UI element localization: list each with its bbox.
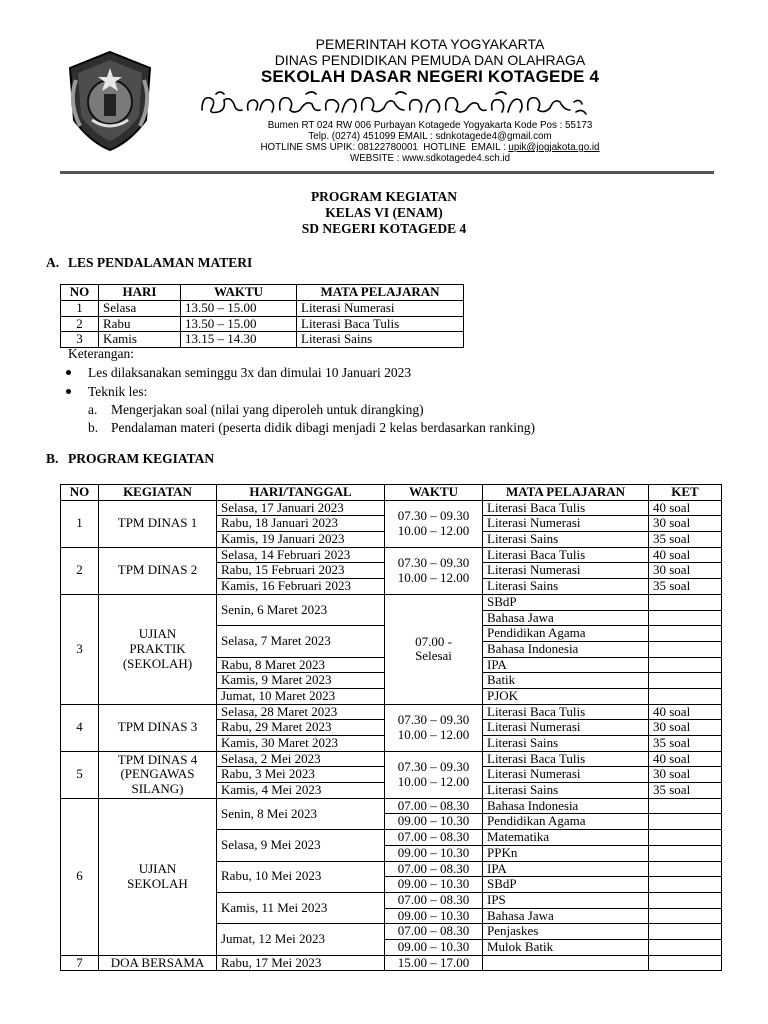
cell-ket <box>649 845 722 861</box>
cell-ket <box>649 641 722 657</box>
cell-kegiatan: TPM DINAS 3 <box>99 704 217 751</box>
cell-mapel: Pendidikan Agama <box>483 814 649 830</box>
section-a-heading <box>46 255 252 271</box>
cell-waktu: 07.00 – 08.30 <box>385 924 483 940</box>
cell-mapel: Bahasa Indonesia <box>483 641 649 657</box>
cell-no: 6 <box>61 798 99 955</box>
header-mata-pelajaran: MATA PELAJARAN <box>483 485 649 501</box>
cell-waktu: 07.30 – 09.30 10.00 – 12.00 <box>385 547 483 594</box>
cell-mapel: Literasi Baca Tulis <box>483 547 649 563</box>
cell-date: Selasa, 9 Mei 2023 <box>217 830 385 861</box>
table-row <box>61 594 722 610</box>
cell-date: Selasa, 17 Januari 2023 <box>217 500 385 516</box>
cell-waktu: 09.00 – 10.30 <box>385 908 483 924</box>
cell-waktu: 07.30 – 09.30 10.00 – 12.00 <box>385 500 483 547</box>
table-header-row <box>61 285 464 301</box>
cell-kegiatan: UJIAN SEKOLAH <box>99 798 217 955</box>
cell-mapel: Literasi Sains <box>483 532 649 548</box>
school-address: Bumen RT 024 RW 006 Purbayan Kotagede Yogyakarta Kode Pos : 55173 <box>267 120 593 131</box>
notes-label: Keterangan: <box>68 346 134 361</box>
letterhead <box>0 0 768 170</box>
cell-ket <box>649 861 722 877</box>
hotline-label: HOTLINE SMS UPIK: 08122780001 HOTLINE EMAIL : <box>260 142 509 153</box>
cell-mapel <box>483 955 649 971</box>
cell-kegiatan: TPM DINAS 1 <box>99 500 217 547</box>
cell-waktu: 09.00 – 10.30 <box>385 939 483 955</box>
header-waktu: WAKTU <box>385 485 483 501</box>
cell-mapel: Pendidikan Agama <box>483 626 649 642</box>
note-sub-a-marker: a. <box>88 402 98 417</box>
cell-ket: 35 soal <box>649 736 722 752</box>
cell-ket <box>649 657 722 673</box>
table-row <box>61 547 722 563</box>
cell-mapel: Bahasa Jawa <box>483 908 649 924</box>
cell-date: Rabu, 18 Januari 2023 <box>217 516 385 532</box>
header-hari-tanggal: HARI/TANGGAL <box>217 485 385 501</box>
cell-date: Senin, 8 Mei 2023 <box>217 798 385 829</box>
cell-mapel: IPS <box>483 892 649 908</box>
cell-ket <box>649 594 722 610</box>
table-row <box>61 751 722 767</box>
cell-mapel: SBdP <box>483 594 649 610</box>
cell-mapel: Literasi Sains <box>483 579 649 595</box>
cell-date: Rabu, 10 Mei 2023 <box>217 861 385 892</box>
cell-mapel: IPA <box>483 861 649 877</box>
table-row <box>61 316 464 332</box>
section-b-heading <box>46 451 214 467</box>
cell-date: Kamis, 19 Januari 2023 <box>217 532 385 548</box>
cell-waktu: 07.00 – 08.30 <box>385 830 483 846</box>
cell-ket: 40 soal <box>649 751 722 767</box>
cell-mapel: SBdP <box>483 877 649 893</box>
bullet-dot <box>66 389 71 394</box>
section-a-letter: A. <box>46 255 60 270</box>
cell-hari: Rabu <box>99 316 181 332</box>
cell-no: 3 <box>61 332 99 348</box>
cell-ket: 30 soal <box>649 516 722 532</box>
cell-ket <box>649 610 722 626</box>
cell-ket <box>649 955 722 971</box>
cell-date: Kamis, 16 Februari 2023 <box>217 579 385 595</box>
cell-ket <box>649 877 722 893</box>
cell-date: Kamis, 4 Mei 2023 <box>217 783 385 799</box>
cell-mapel: PPKn <box>483 845 649 861</box>
cell-date: Rabu, 8 Maret 2023 <box>217 657 385 673</box>
cell-mapel: Batik <box>483 673 649 689</box>
cell-date: Kamis, 11 Mei 2023 <box>217 892 385 923</box>
cell-waktu: 15.00 – 17.00 <box>385 955 483 971</box>
cell-no: 2 <box>61 547 99 594</box>
cell-hari: Kamis <box>99 332 181 348</box>
cell-no: 3 <box>61 594 99 704</box>
cell-ket: 35 soal <box>649 532 722 548</box>
cell-no: 2 <box>61 316 99 332</box>
note-bullet-1: Les dilaksanakan seminggu 3x dan dimulai 10 Januari 2023 <box>88 365 412 380</box>
header-ket: KET <box>649 485 722 501</box>
cell-waktu: 07.30 – 09.30 10.00 – 12.00 <box>385 751 483 798</box>
cell-mapel: Literasi Baca Tulis <box>297 316 464 332</box>
cell-no: 7 <box>61 955 99 971</box>
javanese-script-school-name <box>196 90 596 120</box>
cell-ket: 40 soal <box>649 500 722 516</box>
cell-date: Rabu, 29 Maret 2023 <box>217 720 385 736</box>
cell-mapel: Literasi Numerasi <box>483 720 649 736</box>
table-row <box>61 500 722 516</box>
cell-waktu: 07.00 – 08.30 <box>385 798 483 814</box>
header-no: NO <box>61 485 99 501</box>
cell-mapel: Mulok Batik <box>483 939 649 955</box>
note-sub-b: Pendalaman materi (peserta didik dibagi menjadi 2 kelas berdasarkan ranking) <box>111 420 535 435</box>
cell-no: 5 <box>61 751 99 798</box>
cell-ket: 30 soal <box>649 767 722 783</box>
cell-mapel: Literasi Sains <box>297 332 464 348</box>
cell-waktu: 13.50 – 15.00 <box>181 316 297 332</box>
cell-mapel: Bahasa Jawa <box>483 610 649 626</box>
cell-ket: 40 soal <box>649 704 722 720</box>
cell-ket: 35 soal <box>649 579 722 595</box>
document-title: PROGRAM KEGIATAN <box>310 189 458 204</box>
cell-no: 1 <box>61 300 99 316</box>
header-kegiatan: KEGIATAN <box>99 485 217 501</box>
header-waktu: WAKTU <box>181 285 297 301</box>
note-sub-b-marker: b. <box>88 420 99 435</box>
cell-ket <box>649 814 722 830</box>
cell-ket <box>649 939 722 955</box>
cell-date: Jumat, 10 Maret 2023 <box>217 688 385 704</box>
cell-waktu: 07.00 – 08.30 <box>385 892 483 908</box>
letterhead-divider <box>60 171 714 174</box>
cell-mapel: Literasi Sains <box>483 736 649 752</box>
cell-ket: 35 soal <box>649 783 722 799</box>
header-mata-pelajaran: MATA PELAJARAN <box>297 285 464 301</box>
cell-ket <box>649 892 722 908</box>
cell-mapel: Literasi Numerasi <box>483 516 649 532</box>
note-bullet-2: Teknik les: <box>88 384 148 399</box>
cell-no: 4 <box>61 704 99 751</box>
table-row <box>61 798 722 814</box>
cell-date: Kamis, 9 Maret 2023 <box>217 673 385 689</box>
city-emblem-logo <box>66 50 154 152</box>
school-website: WEBSITE : www.sdkotagede4.sch.id <box>349 153 511 164</box>
cell-mapel: Literasi Sains <box>483 783 649 799</box>
cell-mapel: Literasi Baca Tulis <box>483 500 649 516</box>
cell-date: Selasa, 7 Maret 2023 <box>217 626 385 657</box>
bullet-dot <box>66 370 71 375</box>
cell-date: Selasa, 2 Mei 2023 <box>217 751 385 767</box>
program-kegiatan-table <box>60 484 722 971</box>
hotline-email-link[interactable]: upik@jogjakota.go.id <box>508 142 600 153</box>
header-no: NO <box>61 285 99 301</box>
cell-mapel: Bahasa Indonesia <box>483 798 649 814</box>
table-row <box>61 300 464 316</box>
cell-waktu: 07.00 – 08.30 <box>385 861 483 877</box>
cell-date: Selasa, 14 Februari 2023 <box>217 547 385 563</box>
cell-waktu: 07.00 - Selesai <box>385 594 483 704</box>
section-b-letter: B. <box>46 451 59 466</box>
cell-waktu: 09.00 – 10.30 <box>385 814 483 830</box>
cell-ket: 40 soal <box>649 547 722 563</box>
cell-date: Selasa, 28 Maret 2023 <box>217 704 385 720</box>
cell-date: Rabu, 17 Mei 2023 <box>217 955 385 971</box>
school-name: SEKOLAH DASAR NEGERI KOTAGEDE 4 <box>260 67 600 86</box>
table-header-row <box>61 485 722 501</box>
table-row <box>61 704 722 720</box>
cell-date: Jumat, 12 Mei 2023 <box>217 924 385 955</box>
cell-waktu: 13.15 – 14.30 <box>181 332 297 348</box>
cell-mapel: PJOK <box>483 688 649 704</box>
cell-mapel: Literasi Numerasi <box>483 767 649 783</box>
document-school: SD NEGERI KOTAGEDE 4 <box>301 221 467 236</box>
section-a-title: LES PENDALAMAN MATERI <box>68 255 253 270</box>
cell-waktu: 09.00 – 10.30 <box>385 845 483 861</box>
header-hari: HARI <box>99 285 181 301</box>
section-b-title: PROGRAM KEGIATAN <box>68 451 215 466</box>
school-phone-email: Telp. (0274) 451099 EMAIL : sdnkotagede4@gmail.com <box>308 131 552 142</box>
cell-date: Rabu, 3 Mei 2023 <box>217 767 385 783</box>
cell-mapel: Literasi Baca Tulis <box>483 751 649 767</box>
cell-ket <box>649 626 722 642</box>
cell-mapel: Literasi Numerasi <box>297 300 464 316</box>
cell-ket <box>649 688 722 704</box>
document-class: KELAS VI (ENAM) <box>325 205 443 220</box>
cell-date: Kamis, 30 Maret 2023 <box>217 736 385 752</box>
note-sub-a: Mengerjakan soal (nilai yang diperoleh untuk dirangking) <box>111 402 424 417</box>
hotline-info <box>150 142 710 153</box>
cell-hari: Selasa <box>99 300 181 316</box>
cell-mapel: Matematika <box>483 830 649 846</box>
cell-date: Senin, 6 Maret 2023 <box>217 594 385 625</box>
les-schedule-table <box>60 284 464 348</box>
cell-waktu: 13.50 – 15.00 <box>181 300 297 316</box>
cell-ket <box>649 673 722 689</box>
cell-ket: 30 soal <box>649 720 722 736</box>
cell-ket <box>649 830 722 846</box>
cell-date: Rabu, 15 Februari 2023 <box>217 563 385 579</box>
government-name: PEMERINTAH KOTA YOGYAKARTA <box>315 36 545 52</box>
cell-mapel: Literasi Baca Tulis <box>483 704 649 720</box>
cell-kegiatan: TPM DINAS 4 (PENGAWAS SILANG) <box>99 751 217 798</box>
cell-no: 1 <box>61 500 99 547</box>
cell-ket: 30 soal <box>649 563 722 579</box>
cell-mapel: IPA <box>483 657 649 673</box>
cell-mapel: Literasi Numerasi <box>483 563 649 579</box>
cell-waktu: 07.30 – 09.30 10.00 – 12.00 <box>385 704 483 751</box>
cell-kegiatan: DOA BERSAMA <box>99 955 217 971</box>
cell-kegiatan: UJIAN PRAKTIK (SEKOLAH) <box>99 594 217 704</box>
cell-kegiatan: TPM DINAS 2 <box>99 547 217 594</box>
department-name: DINAS PENDIDIKAN PEMUDA DAN OLAHRAGA <box>274 52 586 68</box>
cell-ket <box>649 908 722 924</box>
cell-waktu: 09.00 – 10.30 <box>385 877 483 893</box>
cell-mapel: Penjaskes <box>483 924 649 940</box>
cell-ket <box>649 924 722 940</box>
cell-ket <box>649 798 722 814</box>
table-row <box>61 955 722 971</box>
